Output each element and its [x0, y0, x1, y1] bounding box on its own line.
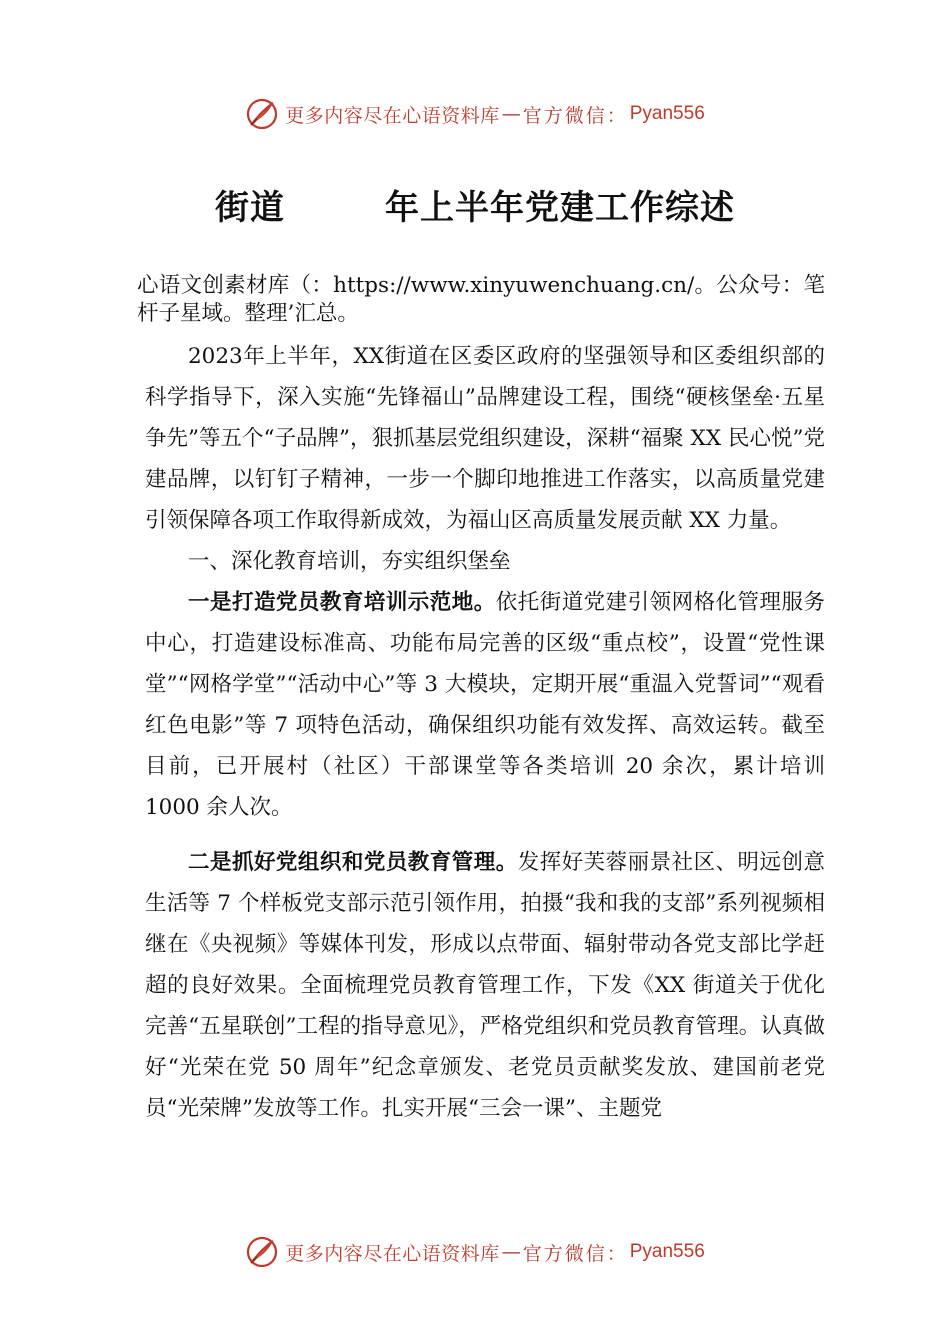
paragraph-training-lead: 一是打造党员教育培训示范地。 — [188, 590, 496, 615]
paragraph-training-text: 依托街道党建引领网格化管理服务中心，打造建设标准高、功能布局完善的区级“重点校”，设置“党性课堂”“网格学堂”“活动中心”等 3 大模块，定期开展“重温入党誓词”“观看红色电影”等 7 项特色活动，确保组织功能有效发挥、高效运转。截至目前，已开展村（社区）干部课堂等各类培训 20 余次，累计培训 1000 余人次。 — [145, 590, 825, 820]
document-body — [137, 272, 825, 1129]
banner-main-text: 更多内容尽在心语资料库 — [285, 104, 500, 127]
banner-wechat-id: Pyan556 — [629, 103, 705, 124]
paragraph-training — [145, 582, 825, 828]
paragraph-management-lead: 二是抓好党组织和党员教育管理。 — [188, 850, 518, 875]
footer-banner-separator: — — [501, 1241, 521, 1263]
quill-logo-icon — [245, 1235, 279, 1269]
paragraph-management — [145, 842, 825, 1129]
footer-watermark-banner — [0, 1232, 950, 1272]
title-right: 年上半年党建工作综述 — [385, 188, 735, 228]
footer-banner-wechat-id: Pyan556 — [629, 1241, 705, 1262]
document-title — [0, 180, 950, 229]
banner-separator: — — [501, 103, 521, 125]
section-heading-1: 一、深化教育培训，夯实组织堡垒 — [188, 549, 511, 574]
intro-line: 心语文创素材库（：https://www.xinyuwenchuang.cn/。公众号：笔杆子星域。整理’汇总。 — [137, 273, 825, 326]
quill-logo-icon — [245, 97, 279, 131]
paragraph-overview: 2023年上半年，XX街道在区委区政府的坚强领导和区委组织部的科学指导下，深入实施“先锋福山”品牌建设工程，围绕“硬核堡垒·五星争先”等五个“子品牌”，狠抓基层党组织建设，深耕“福聚 XX 民心悦”党建品牌，以钉钉子精神，一步一个脚印地推进工作落实，以高质量党建引领保障各项工作取得新成效，为福山区高质量发展贡献 XX 力量。 — [145, 344, 825, 533]
header-watermark-banner — [0, 94, 950, 134]
footer-banner-main-text: 更多内容尽在心语资料库 — [285, 1242, 500, 1265]
banner-wechat-label: 官方微信： — [522, 104, 628, 127]
paragraph-management-text: 发挥好芙蓉丽景社区、明远创意生活等 7 个样板党支部示范引领作用，拍摄“我和我的支部”系列视频相继在《央视频》等媒体刊发，形成以点带面、辐射带动各党支部比学赶超的良好效果。全面梳理党员教育管理工作，下发《XX 街道关于优化完善“五星联创”工程的指导意见》，严格党组织和党员教育管理。认真做好“光荣在党 50 周年”纪念章颁发、老党员贡献奖发放、建国前老党员“光荣牌”发放等工作。扎实开展“三会一课”、主题党 — [145, 850, 825, 1121]
footer-banner-wechat-label: 官方微信： — [522, 1242, 628, 1265]
title-left: 街道 — [215, 188, 285, 228]
